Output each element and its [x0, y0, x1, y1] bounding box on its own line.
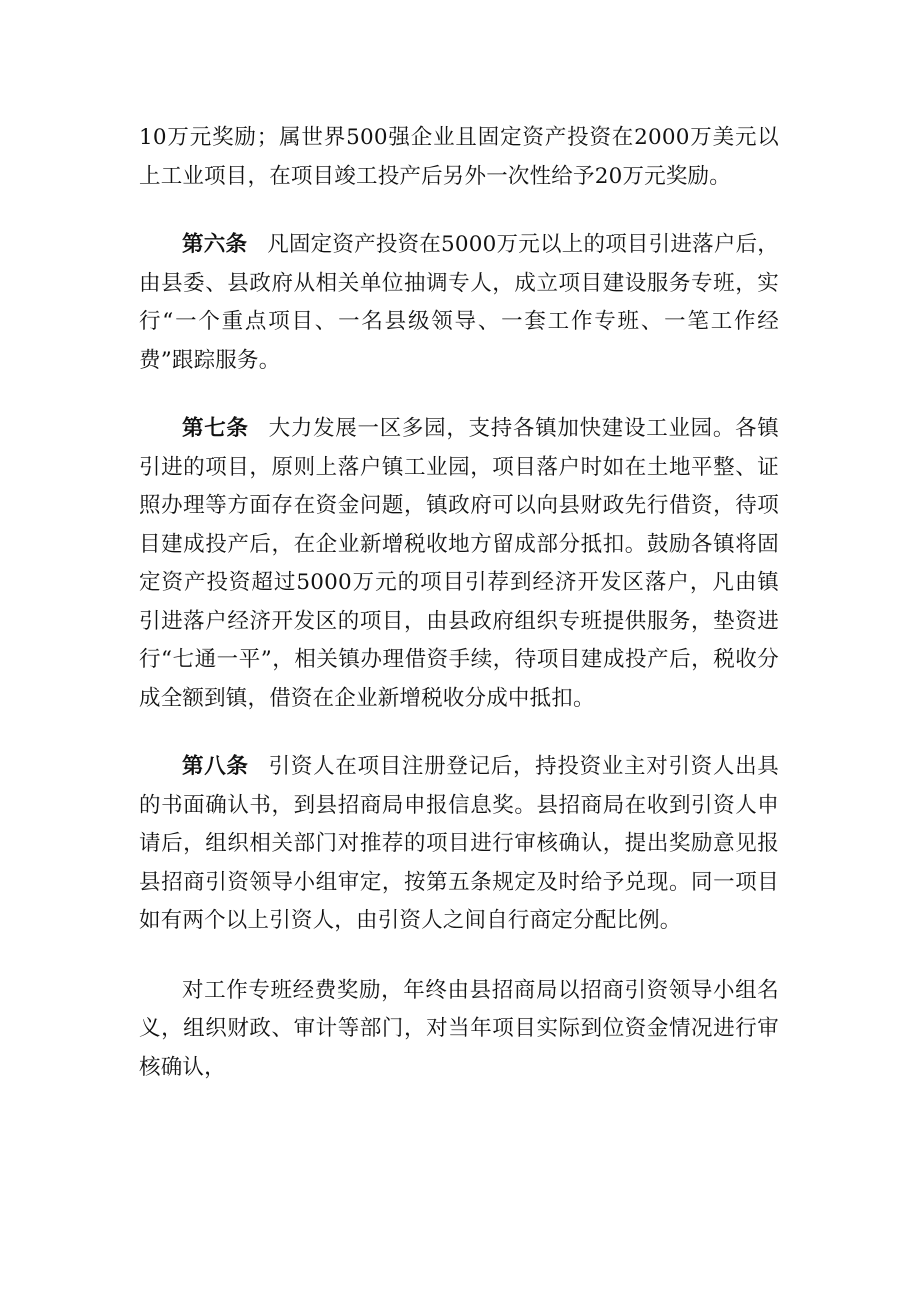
- article-6: [139, 226, 779, 380]
- document-body: [139, 119, 779, 1087]
- paragraph-text: 对工作专班经费奖励，年终由县招商局以招商引资领导小组名义，组织财政、审计等部门，对当年项目实际到位资金情况进行审核确认，: [139, 977, 779, 1080]
- paragraph-text: 10万元奖励；属世界500强企业且固定资产投资在2000万美元以上工业项目，在项目竣工投产后另外一次性给予20万元奖励。: [139, 125, 779, 189]
- paragraph-gap: [139, 718, 779, 748]
- paragraph-text: 大力发展一区多园，支持各镇加快建设工业园。各镇引进的项目，原则上落户镇工业园，项目落户时如在土地平整、证照办理等方面存在资金问题，镇政府可以向县财政先行借资，待项目建成投产后，在企业新增税收地方留成部分抵扣。鼓励各镇将固定资产投资超过5000万元的项目引荐到经济开发区落户，凡由镇引进落户经济开发区的项目，由县政府组织专班提供服务，垫资进行“七通一平”，相关镇办理借资手续，待项目建成投产后，税收分成全额到镇，借资在企业新增税收分成中抵扣。: [139, 416, 779, 711]
- article-heading: 第八条: [182, 754, 249, 779]
- paragraph-work-team-reward: [139, 972, 779, 1088]
- paragraph-gap: [139, 941, 779, 972]
- article-7: [139, 410, 779, 718]
- paragraph-gap: [139, 380, 779, 410]
- paragraph-gap: [139, 196, 779, 226]
- article-heading: 第六条: [182, 232, 248, 257]
- paragraph-continuation: [139, 119, 779, 196]
- paragraph-text: 引资人在项目注册登记后，持投资业主对引资人出具的书面确认书，到县招商局申报信息奖。县招商局在收到引资人申请后，组织相关部门对推荐的项目进行审核确认，提出奖励意见报县招商引资领导小组审定，按第五条规定及时给予兑现。同一项目如有两个以上引资人，由引资人之间自行商定分配比例。: [139, 754, 779, 933]
- article-8: [139, 748, 779, 941]
- article-heading: 第七条: [182, 416, 249, 441]
- paragraph-text: 凡固定资产投资在5000万元以上的项目引进落户后，由县委、县政府从相关单位抽调专人，成立项目建设服务专班，实行“一个重点项目、一名县级领导、一套工作专班、一笔工作经费”跟踪服务。: [139, 232, 779, 373]
